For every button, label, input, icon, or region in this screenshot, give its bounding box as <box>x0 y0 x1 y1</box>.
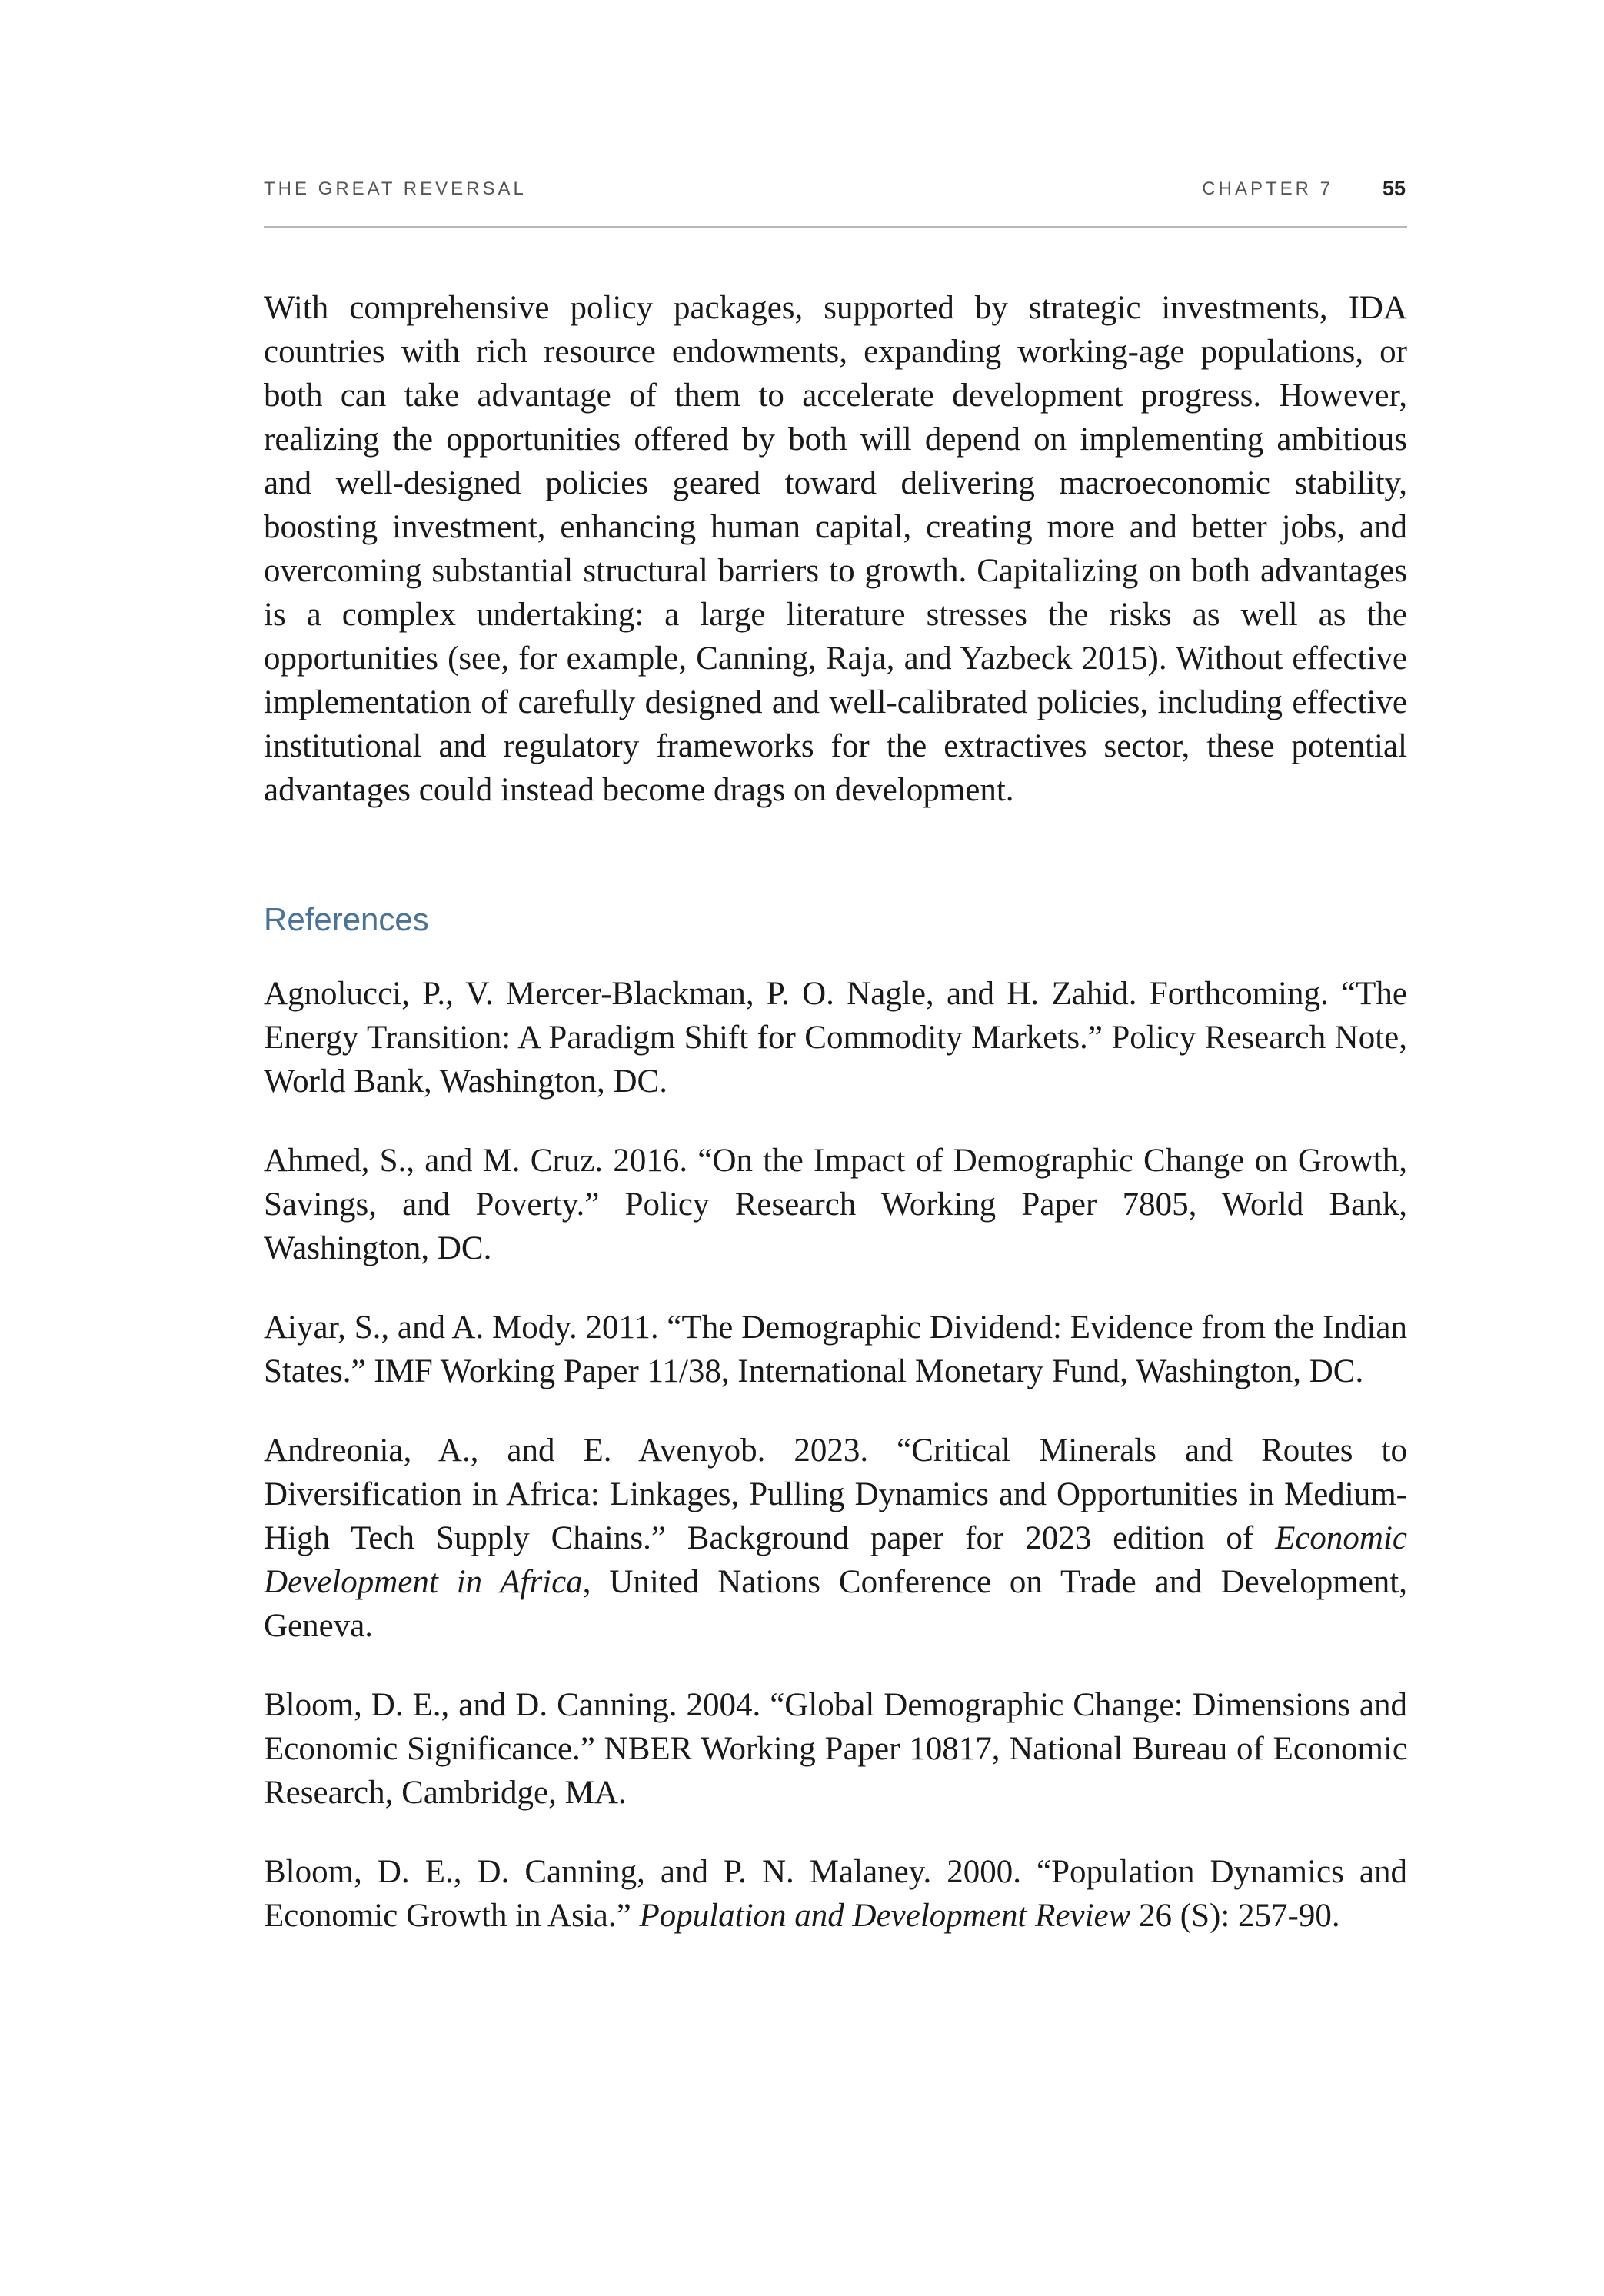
intro-paragraph: With comprehensive policy packages, supported by strategic investments, IDA countries with rich resource endowments, expanding working-age populations, or both can take advantage of them to accelerate development progress. However, realizing the opportunities offered by both will depend on implementing ambitious and well-designed policies geared toward delivering macroeconomic stability, boosting investment, enhancing human capital, creating more and better jobs, and overcoming substantial structural barriers to growth. Capitalizing on both advantages is a complex undertaking: a large literature stresses the risks as well as the opportunities (see, for example, Canning, Raja, and Yazbeck 2015). Without effective implementation of carefully designed and well-calibrated policies, including effective institutional and regulatory frameworks for the extractives sector, these potential advantages could instead become drags on development. <box>264 290 1407 808</box>
reference-item: Bloom, D. E., D. Canning, and P. N. Malaney. 2000. “Population Dynamics and Economic Growth in Asia.” Population and Development Review 26 (S): 257-90. <box>264 1854 1407 1934</box>
chapter-label: CHAPTER 7 <box>1202 178 1333 199</box>
reference-item: Ahmed, S., and M. Cruz. 2016. “On the Impact of Demographic Change on Growth, Savings, and Poverty.” Policy Research Working Paper 7805, World Bank, Washington, DC. <box>264 1143 1407 1266</box>
journal-title: Population and Development Review <box>639 1898 1131 1934</box>
page-header <box>264 175 1407 228</box>
page-number: 55 <box>1382 177 1406 200</box>
reference-item: Aiyar, S., and A. Mody. 2011. “The Demographic Dividend: Evidence from the Indian States.” IMF Working Paper 11/38, International Monetary Fund, Washington, DC. <box>264 1309 1407 1389</box>
journal-title: Economic Development in Africa <box>264 1520 1407 1600</box>
reference-item: Agnolucci, P., V. Mercer-Blackman, P. O. Nagle, and H. Zahid. Forthcoming. “The Energy Transition: A Paradigm Shift for Commodity Markets.” Policy Research Note, World Bank, Washington, DC. <box>264 976 1407 1100</box>
running-title: THE GREAT REVERSAL <box>264 178 527 199</box>
reference-item: Bloom, D. E., and D. Canning. 2004. “Global Demographic Change: Dimensions and Economic Significance.” NBER Working Paper 10817, National Bureau of Economic Research, Cambridge, MA. <box>264 1687 1407 1811</box>
references-list <box>264 972 1407 1973</box>
reference-item: Andreonia, A., and E. Avenyob. 2023. “Critical Minerals and Routes to Diversification in Africa: Linkages, Pulling Dynamics and Opportunities in Medium-High Tech Supply Chains.” Background paper for 2023 edition of Economic Development in Africa, United Nations Conference on Trade and Development, Geneva. <box>264 1433 1407 1644</box>
references-heading: References <box>264 901 429 937</box>
